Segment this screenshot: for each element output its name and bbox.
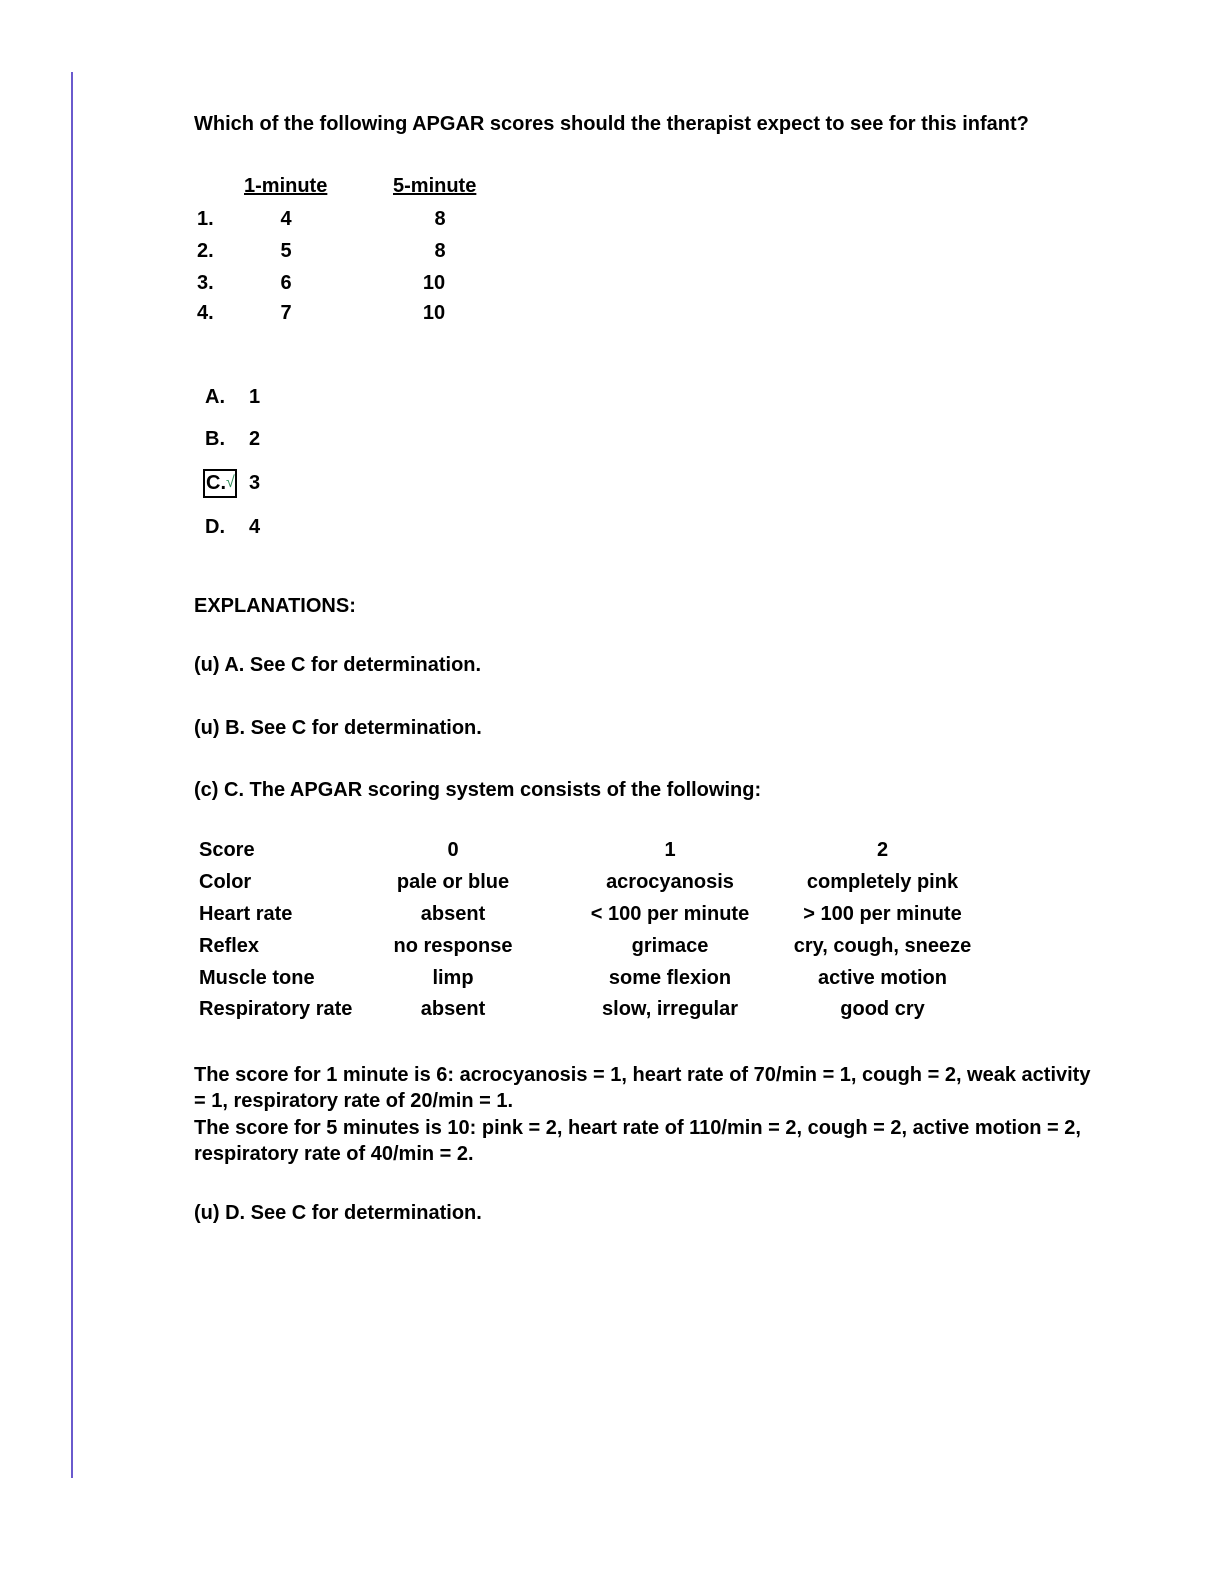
- apgar-cell: absent: [420, 903, 486, 925]
- apgar-cell: Reflex: [199, 935, 260, 957]
- option-row-5-minute: 8: [434, 208, 446, 230]
- margin-rule: [71, 72, 73, 1478]
- apgar-header-cell: 0: [447, 839, 459, 861]
- option-row-1-minute: 5: [280, 240, 292, 262]
- apgar-cell: Respiratory rate: [199, 998, 353, 1020]
- apgar-cell: Color: [199, 871, 252, 893]
- apgar-cell: absent: [420, 998, 486, 1020]
- question-text: Which of the following APGAR scores should the therapist expect to see for this infant?: [194, 113, 1029, 135]
- choice-a-value: 1: [249, 386, 261, 408]
- checkmark-icon: √: [226, 474, 235, 491]
- choice-d-letter: D.: [205, 516, 225, 538]
- apgar-cell: Muscle tone: [199, 967, 315, 989]
- apgar-cell: > 100 per minute: [803, 903, 962, 925]
- apgar-cell: < 100 per minute: [590, 903, 750, 925]
- option-row-number: 3.: [197, 272, 214, 294]
- explanations-heading: EXPLANATIONS:: [194, 595, 356, 617]
- apgar-cell: limp: [432, 967, 474, 989]
- apgar-header-cell: 2: [876, 839, 889, 861]
- apgar-cell: acrocyanosis: [606, 871, 734, 893]
- choice-d-value: 4: [249, 516, 261, 538]
- apgar-cell: good cry: [840, 998, 925, 1020]
- apgar-cell: Heart rate: [199, 903, 293, 925]
- option-row-5-minute: 10: [422, 272, 446, 294]
- apgar-header-cell: Score: [199, 839, 255, 861]
- explanation-b: (u) B. See C for determination.: [194, 717, 482, 739]
- apgar-cell: completely pink: [806, 871, 959, 893]
- explanation-d: (u) D. See C for determination.: [194, 1202, 482, 1224]
- explanation-c: (c) C. The APGAR scoring system consists of the following:: [194, 779, 762, 801]
- score-explanation-1-minute: The score for 1 minute is 6: acrocyanosis = 1, heart rate of 70/min = 1, cough = 2, weak activity = 1, respiratory rate of 20/min = 1.: [194, 1064, 1091, 1112]
- explanation-a: (u) A. See C for determination.: [194, 654, 482, 676]
- apgar-cell: active motion: [818, 967, 947, 989]
- choice-c-value: 3: [249, 472, 261, 494]
- apgar-cell: cry, cough, sneeze: [793, 935, 972, 957]
- choice-a-letter: A.: [205, 386, 225, 408]
- apgar-cell: no response: [393, 935, 513, 957]
- option-row-1-minute: 7: [280, 302, 292, 324]
- choice-b-value: 2: [249, 428, 261, 450]
- choice-c-letter: C.: [206, 472, 226, 494]
- header-1-minute: 1-minute: [244, 175, 328, 197]
- option-row-1-minute: 4: [280, 208, 292, 230]
- apgar-cell: grimace: [631, 935, 709, 957]
- header-5-minute: 5-minute: [393, 175, 477, 197]
- apgar-header-cell: 1: [664, 839, 676, 861]
- apgar-cell: pale or blue: [396, 871, 510, 893]
- option-row-number: 2.: [197, 240, 214, 262]
- apgar-cell: some flexion: [608, 967, 732, 989]
- option-row-5-minute: 8: [434, 240, 446, 262]
- option-row-1-minute: 6: [280, 272, 292, 294]
- score-explanation-5-minute: The score for 5 minutes is 10: pink = 2, heart rate of 110/min = 2, cough = 2, active motion = 2, respiratory rate of 40/min = 2.: [194, 1117, 1081, 1165]
- option-row-number: 4.: [197, 302, 214, 324]
- choice-b-letter: B.: [205, 428, 225, 450]
- option-row-5-minute: 10: [422, 302, 446, 324]
- apgar-cell: slow, irregular: [602, 998, 738, 1020]
- option-row-number: 1.: [197, 208, 214, 230]
